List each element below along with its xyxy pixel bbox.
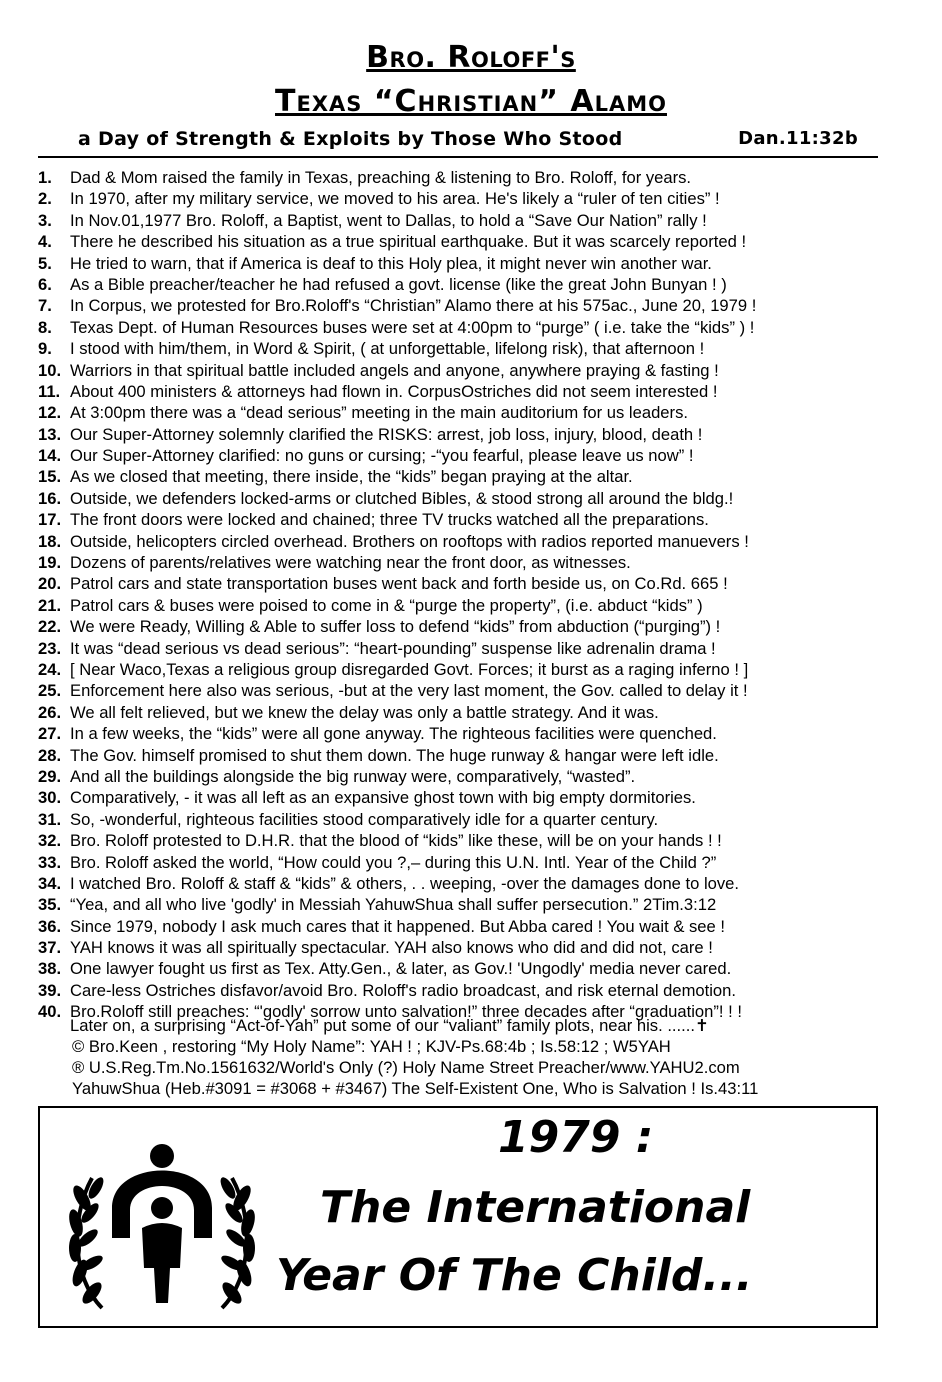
list-item: [38, 659, 898, 680]
item-number: 11.: [38, 381, 61, 401]
list-item: [38, 894, 898, 915]
item-text: Comparatively, - it was all left as an expansive ghost town with big empty dormitories.: [70, 788, 696, 808]
list-item: [38, 360, 898, 381]
item-text: In a few weeks, the “kids” were all gone anyway. The righteous facilities were quenched.: [70, 724, 717, 744]
item-number: 25.: [38, 681, 62, 701]
item-number: 23.: [38, 638, 62, 658]
item-text: The front doors were locked and chained; three TV trucks watched all the preparations.: [70, 510, 709, 530]
list-item: [38, 317, 898, 338]
list-item: [38, 509, 898, 530]
list-item: [38, 766, 898, 787]
list-item: [38, 488, 898, 509]
item-text: Care-less Ostriches disfavor/avoid Bro. Roloff's radio broadcast, and risk eternal demotion.: [70, 980, 736, 1000]
item-text: We were Ready, Willing & Able to suffer loss to defend “kids” from abduction (“purging”) !: [70, 617, 721, 637]
item-number: 39.: [38, 980, 62, 1000]
list-item: [38, 873, 898, 894]
list-item: [38, 787, 898, 808]
item-number: 36.: [38, 916, 62, 936]
item-text: I stood with him/them, in Word & Spirit, ( at unforgettable, lifelong risk), that afternoon !: [70, 339, 705, 359]
item-number: 27.: [38, 724, 62, 744]
list-item: [38, 680, 898, 701]
item-text: Our Super-Attorney solemnly clarified the RISKS: arrest, job loss, injury, blood, death !: [70, 424, 703, 444]
list-item: [38, 809, 898, 830]
item-number: 19.: [38, 553, 62, 573]
list-item: [38, 745, 898, 766]
item-number: 21.: [38, 595, 62, 615]
banner-line-3: Year Of The Child...: [276, 1250, 753, 1301]
item-text: Our Super-Attorney clarified: no guns or cursing; -“you fearful, please leave us now” !: [70, 446, 694, 466]
list-item: [38, 531, 898, 552]
list-item: [38, 445, 898, 466]
list-item: [38, 338, 898, 359]
list-item: [38, 381, 898, 402]
item-text: In 1970, after my military service, we moved to his area. He's likely a “ruler of ten cities” !: [70, 189, 720, 209]
scripture-reference: Dan.11:32b: [738, 128, 858, 149]
item-number: 32.: [38, 831, 62, 851]
item-number: 26.: [38, 702, 62, 722]
item-number: 4.: [38, 232, 52, 252]
item-text: Bro. Roloff protested to D.H.R. that the blood of “kids” like these, will be on your hands ! !: [70, 831, 722, 851]
item-text: Bro. Roloff asked the world, “How could you ?,– during this U.N. Intl. Year of the Child ?”: [70, 852, 717, 872]
item-number: 14.: [38, 446, 62, 466]
item-number: 38.: [38, 959, 62, 979]
item-text: And all the buildings alongside the big runway were, comparatively, “wasted”.: [70, 766, 636, 786]
item-text: Enforcement here also was serious, -but at the very last moment, the Gov. called to delay it !: [70, 681, 748, 701]
item-number: 2.: [38, 189, 52, 209]
item-number: 20.: [38, 574, 62, 594]
list-item: [38, 638, 898, 659]
item-text: In Nov.01,1977 Bro. Roloff, a Baptist, went to Dallas, to hold a “Save Our Nation” rally !: [70, 210, 707, 230]
item-number: 24.: [38, 659, 62, 679]
title-line-2: Texas “Christian” Alamo: [275, 84, 667, 119]
numbered-list: [38, 167, 898, 1023]
item-number: 28.: [38, 745, 62, 765]
item-text: “Yea, and all who live 'godly' in Messiah YahuwShua shall suffer persecution.” 2Tim.3:12: [70, 895, 717, 915]
subtitle-text: a Day of Strength & Exploits by Those Who Stood: [78, 128, 623, 150]
item-number: 29.: [38, 766, 62, 786]
item-text: Outside, we defenders locked-arms or clutched Bibles, & stood strong all around the bldg.!: [70, 488, 734, 508]
list-item: [38, 552, 898, 573]
item-number: 1.: [38, 168, 52, 187]
item-number: 7.: [38, 296, 52, 316]
item-text: There he described his situation as a true spiritual earthquake. But it was scarcely reported !: [70, 232, 747, 252]
item-text: [ Near Waco,Texas a religious group disregarded Govt. Forces; it burst as a raging inferno ! ]: [70, 659, 749, 679]
item-number: 34.: [38, 873, 62, 893]
list-item: [38, 274, 898, 295]
name-meaning-line: YahuwShua (Heb.#3091 = #3068 + #3467) The Self-Existent One, Who is Salvation ! Is.43:11: [72, 1079, 759, 1098]
item-number: 10.: [38, 360, 62, 380]
item-text: It was “dead serious vs dead serious”: “heart-pounding” suspense like adrenalin drama !: [70, 638, 716, 658]
list-item: [38, 830, 898, 851]
banner-line-2: The International: [320, 1182, 751, 1233]
item-text: Patrol cars & buses were poised to come in & “purge the property”, (i.e. abduct “kids” ): [70, 595, 703, 615]
item-number: 8.: [38, 317, 52, 337]
item-number: 30.: [38, 788, 62, 808]
item-text: Texas Dept. of Human Resources buses were set at 4:00pm to “purge” ( i.e. take the “kids” ) !: [70, 317, 755, 337]
item-text: Bro.Roloff still preaches: “'godly' sorrow unto salvation!” three decades after “graduation”! ! !: [70, 1002, 742, 1022]
list-item: [38, 723, 898, 744]
item-text: At 3:00pm there was a “dead serious” meeting in the main auditorium for us leaders.: [70, 403, 688, 423]
item-number: 3.: [38, 210, 52, 230]
list-item: [38, 616, 898, 637]
item-text: The Gov. himself promised to shut them down. The huge runway & hangar were left idle.: [70, 745, 719, 765]
item-text: Since 1979, nobody I ask much cares that it happened. But Abba cared ! You wait & see !: [70, 916, 725, 936]
list-item: [38, 702, 898, 723]
title-line-1: Bro. Roloff's: [366, 40, 576, 75]
list-item: [38, 466, 898, 487]
item-number: 13.: [38, 424, 62, 444]
list-item: [38, 167, 898, 188]
item-text: In Corpus, we protested for Bro.Roloff's “Christian” Alamo there at his 575ac., June 20, 1979 !: [70, 296, 757, 316]
list-item: [38, 402, 898, 423]
item-number: 35.: [38, 895, 62, 915]
subtitle: [78, 128, 858, 150]
item-number: 16.: [38, 488, 62, 508]
item-text: We all felt relieved, but we knew the delay was only a battle strategy. And it was.: [70, 702, 659, 722]
item-text: He tried to warn, that if America is deaf to this Holy plea, it might never win another war.: [70, 253, 712, 273]
list-item: [38, 295, 898, 316]
list-item: [38, 188, 898, 209]
item-text: About 400 ministers & attorneys had flown in. CorpusOstriches did not seem interested !: [70, 381, 718, 401]
trademark-line: ® U.S.Reg.Tm.No.1561632/World's Only (?) Holy Name Street Preacher/www.YAHU2.com: [72, 1058, 740, 1077]
copyright-line: © Bro.Keen , restoring “My Holy Name”: YAH ! ; KJV-Ps.68:4b ; Is.58:12 ; W5YAH: [72, 1037, 671, 1056]
item-number: 15.: [38, 467, 62, 487]
item-number: 6.: [38, 274, 52, 294]
list-item: [38, 573, 898, 594]
item-number: 22.: [38, 617, 62, 637]
list-item: [38, 958, 898, 979]
list-item: [38, 210, 898, 231]
item-text: Dozens of parents/relatives were watching near the front door, as witnesses.: [70, 553, 631, 573]
item-number: 18.: [38, 531, 62, 551]
item-number: 17.: [38, 510, 62, 530]
item-number: 5.: [38, 253, 52, 273]
list-item: [38, 937, 898, 958]
item-number: 12.: [38, 403, 62, 423]
list-item: [38, 253, 898, 274]
item-text: As we closed that meeting, there inside, the “kids” began praying at the altar.: [70, 467, 633, 487]
header-divider: [38, 156, 878, 158]
item-number: 33.: [38, 852, 62, 872]
list-item: [38, 424, 898, 445]
item-number: 9.: [38, 339, 52, 359]
item-text: One lawyer fought us first as Tex. Atty.Gen., & later, as Gov.! 'Ungodly' media never cared.: [70, 959, 732, 979]
item-text: Patrol cars and state transportation buses went back and forth beside us, on Co.Rd. 665 !: [70, 574, 728, 594]
item-text: I watched Bro. Roloff & staff & “kids” & others, . . weeping, -over the damages done to love.: [70, 873, 740, 893]
list-item: [38, 852, 898, 873]
list-item: [38, 916, 898, 937]
item-text: So, -wonderful, righteous facilities stood comparatively idle for a quarter century.: [70, 809, 659, 829]
item-text: Outside, helicopters circled overhead. Brothers on rooftops with radios reported manuevers !: [70, 531, 749, 551]
item-number: 31.: [38, 809, 62, 829]
list-item: [38, 231, 898, 252]
item-text: Dad & Mom raised the family in Texas, preaching & listening to Bro. Roloff, for years.: [70, 168, 692, 187]
item-text: YAH knows it was all spiritually spectacular. YAH also knows who did and did not, care !: [70, 938, 713, 958]
item-text: As a Bible preacher/teacher he had refused a govt. license (like the great John Bunyan ! ): [70, 274, 727, 294]
item-text: Warriors in that spiritual battle included angels and anyone, anywhere praying & fasting !: [70, 360, 719, 380]
list-item: [38, 980, 898, 1001]
item-number: 37.: [38, 938, 62, 958]
year-of-the-child-logo-icon: [62, 1138, 262, 1318]
banner-year: 1979 :: [498, 1112, 654, 1163]
item-number: 40.: [38, 1002, 62, 1022]
year-of-child-banner: [38, 1106, 878, 1328]
list-item: [38, 595, 898, 616]
closing-line: Later on, a surprising “Act-of-Yah” put some of our “valiant” family plots, near his. ......✝: [70, 1016, 709, 1035]
